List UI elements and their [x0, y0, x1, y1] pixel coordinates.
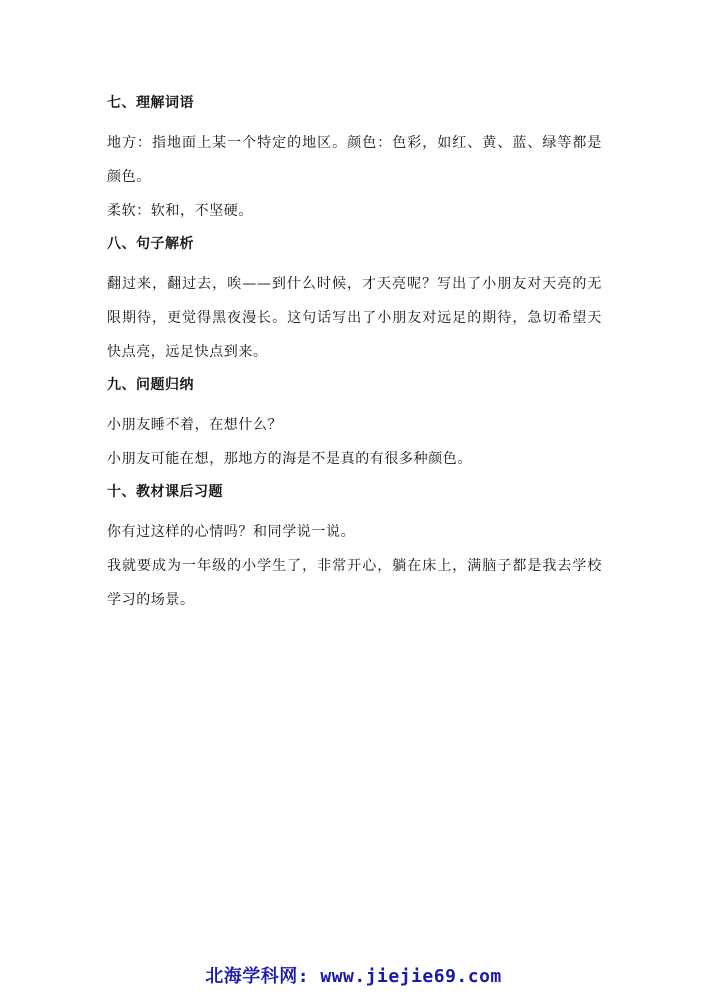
section-10-paragraph-2: 我就要成为一年级的小学生了，非常开心，躺在床上，满脑子都是我去学校学习的场景。: [107, 558, 602, 608]
section-heading-7: 七、理解词语: [107, 95, 194, 111]
section-heading-9: 九、问题归纳: [107, 377, 194, 393]
section-9-paragraph-2: 小朋友可能在想，那地方的海是不是真的有很多种颜色。: [107, 451, 472, 467]
section-7-paragraph-1: 地方：指地面上某一个特定的地区。颜色：色彩，如红、黄、蓝、绿等都是颜色。: [107, 135, 602, 185]
document-content: [107, 92, 602, 617]
section-9-paragraph-1: 小朋友睡不着，在想什么？: [107, 417, 283, 433]
section-heading-8: 八、句子解析: [107, 236, 194, 252]
section-7-paragraph-2: 柔软：软和，不坚硬。: [107, 203, 253, 219]
footer-watermark: 北海学科网: www.jiejie69.com: [205, 966, 502, 987]
section-8-paragraph-1: 翻过来，翻过去，唉——到什么时候，才天亮呢？写出了小朋友对天亮的无限期待，更觉得黑夜漫长。这句话写出了小朋友对远足的期待，急切希望天快点亮，远足快点到来。: [107, 276, 602, 360]
section-10-paragraph-1: 你有过这样的心情吗？和同学说一说。: [107, 524, 356, 540]
section-heading-10: 十、教材课后习题: [107, 484, 223, 500]
